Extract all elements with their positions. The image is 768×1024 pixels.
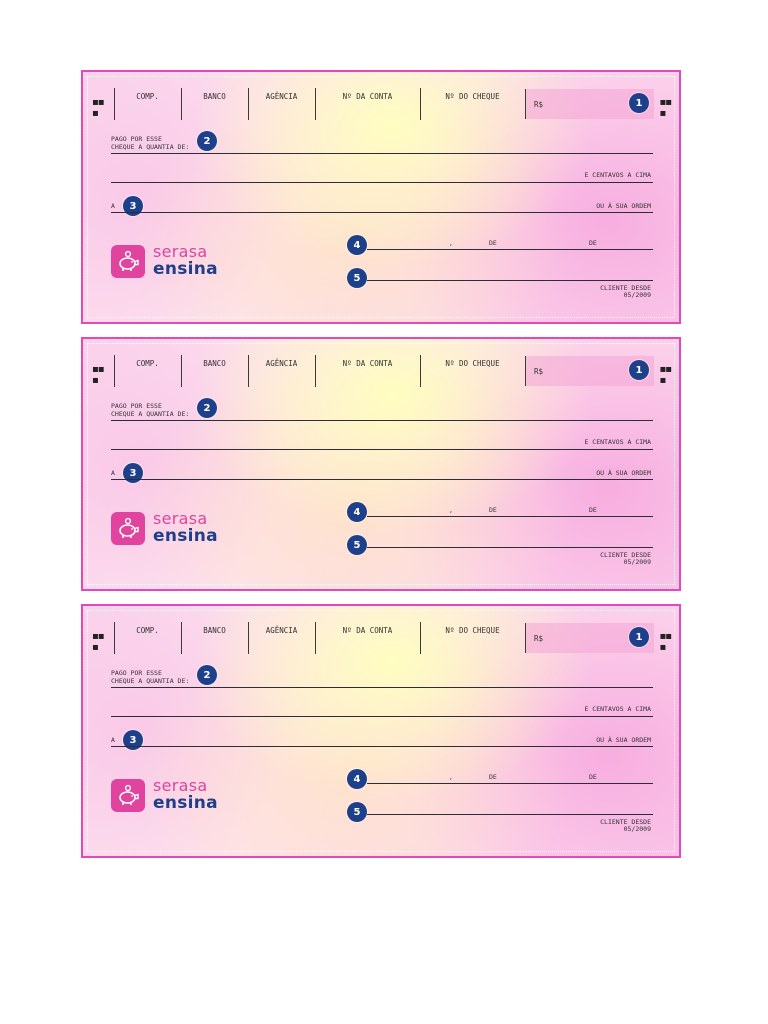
amount-words-line-2[interactable] [111,716,653,717]
to-label: A [111,736,115,744]
signature-line[interactable] [367,280,653,281]
to-label: A [111,202,115,210]
brand-name-bottom: ensina [153,526,218,546]
marker-badge-1: 1 [629,93,649,113]
order-label: OU À SUA ORDEM [596,469,651,477]
marker-badge-4: 4 [347,502,367,522]
brand-name-top: serasa [153,509,208,528]
marker-badge-1: 1 [629,627,649,647]
date-line[interactable] [367,783,653,784]
date-comma: , [449,773,453,781]
piggy-bank-icon [111,512,145,545]
pay-label-line2: CHEQUE A QUANTIA DE: [111,677,190,685]
client-since-date: 05/2009 [623,291,651,300]
piggy-bank-icon [111,245,145,278]
column-label-conta: Nº DA CONTA [342,359,393,368]
amount-words-line[interactable] [111,153,653,154]
to-label: A [111,469,115,477]
perforation-marks-icon: ▪▪ ▪ [92,631,104,653]
pay-label-line2: CHEQUE A QUANTIA DE: [111,410,190,418]
payee-line[interactable] [111,212,653,213]
brand-name-top: serasa [153,776,208,795]
column-label-conta: Nº DA CONTA [342,626,393,635]
column-label-agencia: AGÊNCIA [265,92,298,101]
client-since-label: CLIENTE DESDE [600,818,651,826]
signature-line[interactable] [367,814,653,815]
marker-badge-5: 5 [347,268,367,288]
brand-logo [111,244,218,278]
column-label-cheque-number: Nº DO CHEQUE [445,626,500,635]
date-de-2: DE [589,506,597,514]
client-since-date: 05/2009 [623,558,651,567]
client-since-date: 05/2009 [623,825,651,834]
signature-line[interactable] [367,547,653,548]
column-label-conta: Nº DA CONTA [342,92,393,101]
client-since-label: CLIENTE DESDE [600,551,651,559]
marker-badge-4: 4 [347,769,367,789]
marker-badge-2: 2 [197,665,217,685]
perforation-marks-icon: ▪▪ ▪ [659,364,671,386]
marker-badge-3: 3 [123,196,143,216]
amount-words-line-2[interactable] [111,449,653,450]
column-label-cheque-number: Nº DO CHEQUE [445,92,500,101]
column-label-comp: COMP. [136,359,159,368]
marker-badge-4: 4 [347,235,367,255]
column-label-banco: BANCO [203,92,226,101]
marker-badge-3: 3 [123,463,143,483]
pay-label-line1: PAGO POR ESSE [111,669,162,677]
currency-label: R$ [534,100,544,109]
piggy-bank-icon [111,779,145,812]
date-line[interactable] [367,249,653,250]
marker-badge-5: 5 [347,535,367,555]
date-de-1: DE [489,773,497,781]
client-since [600,285,651,300]
marker-badge-1: 1 [629,360,649,380]
column-label-agencia: AGÊNCIA [265,359,298,368]
client-since-label: CLIENTE DESDE [600,284,651,292]
brand-name-bottom: ensina [153,259,218,279]
marker-badge-2: 2 [197,131,217,151]
amount-words-line[interactable] [111,687,653,688]
date-comma: , [449,239,453,247]
marker-badge-5: 5 [347,802,367,822]
brand-name-bottom: ensina [153,793,218,813]
pay-label-line1: PAGO POR ESSE [111,402,162,410]
perforation-marks-icon: ▪▪ ▪ [92,97,104,119]
column-label-agencia: AGÊNCIA [265,626,298,635]
date-line[interactable] [367,516,653,517]
marker-badge-2: 2 [197,398,217,418]
column-label-comp: COMP. [136,626,159,635]
client-since [600,552,651,567]
cheque-1 [81,70,681,324]
order-label: OU À SUA ORDEM [596,202,651,210]
marker-badge-3: 3 [123,730,143,750]
client-since [600,819,651,834]
column-label-cheque-number: Nº DO CHEQUE [445,359,500,368]
payee-line[interactable] [111,746,653,747]
column-label-banco: BANCO [203,626,226,635]
cheque-2 [81,337,681,591]
order-label: OU À SUA ORDEM [596,736,651,744]
date-de-1: DE [489,239,497,247]
amount-words-line-2[interactable] [111,182,653,183]
cents-label: E CENTAVOS A CIMA [584,705,651,713]
perforation-marks-icon: ▪▪ ▪ [92,364,104,386]
brand-name-top: serasa [153,242,208,261]
pay-label-line2: CHEQUE A QUANTIA DE: [111,143,190,151]
currency-label: R$ [534,367,544,376]
brand-logo [111,511,218,545]
currency-label: R$ [534,634,544,643]
date-de-1: DE [489,506,497,514]
date-de-2: DE [589,773,597,781]
perforation-marks-icon: ▪▪ ▪ [659,631,671,653]
brand-logo [111,778,218,812]
cents-label: E CENTAVOS A CIMA [584,171,651,179]
perforation-marks-icon: ▪▪ ▪ [659,97,671,119]
amount-words-line[interactable] [111,420,653,421]
cents-label: E CENTAVOS A CIMA [584,438,651,446]
column-label-comp: COMP. [136,92,159,101]
cheque-3 [81,604,681,858]
payee-line[interactable] [111,479,653,480]
pay-label-line1: PAGO POR ESSE [111,135,162,143]
date-de-2: DE [589,239,597,247]
column-label-banco: BANCO [203,359,226,368]
date-comma: , [449,506,453,514]
